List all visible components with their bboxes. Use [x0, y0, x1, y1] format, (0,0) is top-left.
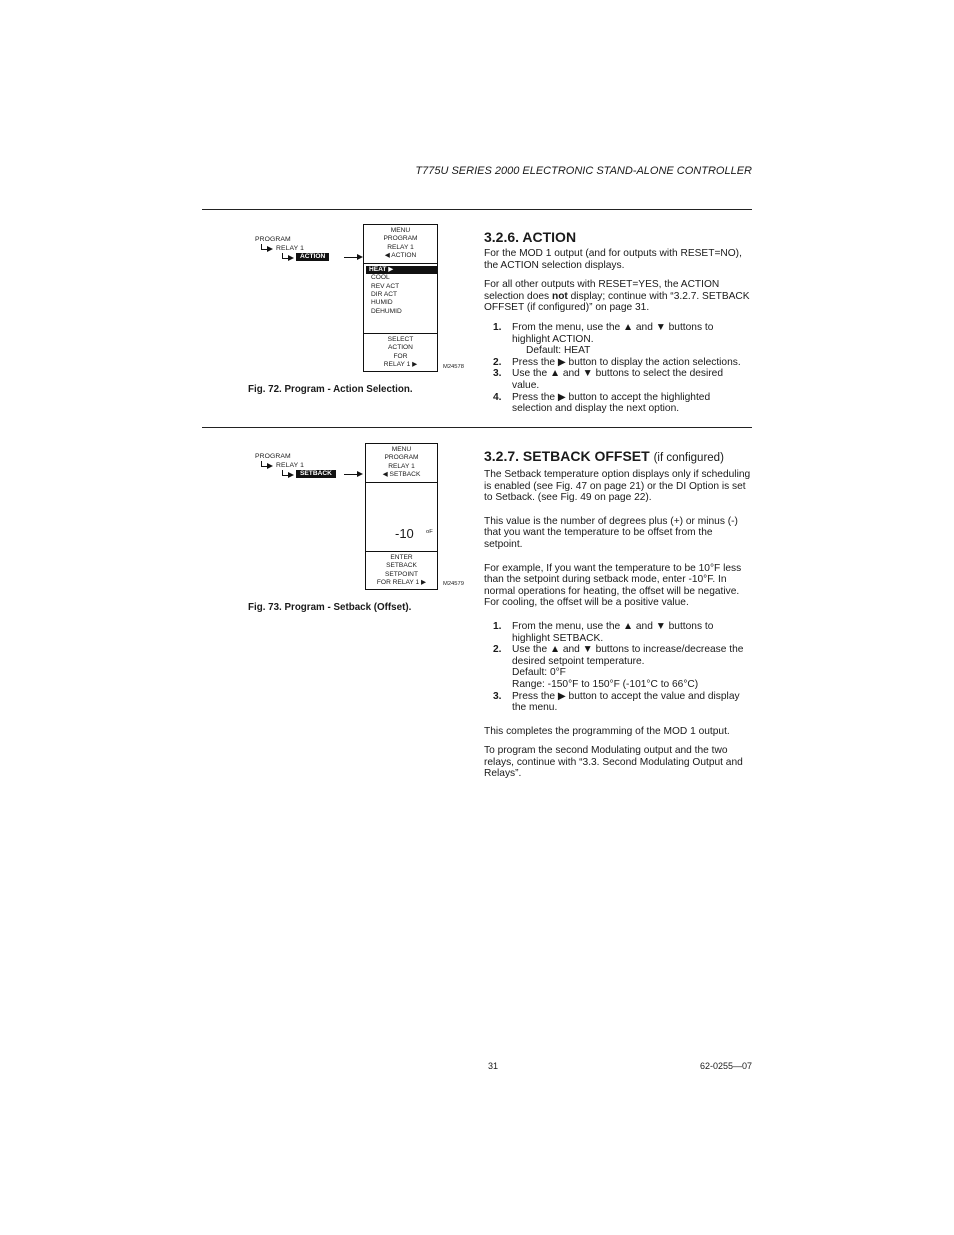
paragraph [484, 279, 752, 314]
figure-code: M24578 [443, 364, 464, 370]
step-number: 3. [493, 690, 502, 702]
option-dehumid: DEHUMID [371, 307, 402, 315]
step-number: 1. [493, 321, 502, 333]
screen-line: PROGRAM [383, 235, 418, 243]
arrow-head-icon [267, 246, 273, 252]
paragraph: The Setback temperature option displays only if scheduling is enabled (see Fig. 47 on page 21) or the DI Option is set to Setback. (see Fig. 49 on page 22). [484, 469, 751, 504]
section-setback [484, 448, 752, 788]
nav-program-label: PROGRAM [255, 453, 291, 460]
step-number: 1. [493, 620, 502, 632]
screen-header [366, 444, 437, 479]
paragraph: To program the second Modulating output and the two relays, continue with “3.3. Second Modulating Output and Relays”. [484, 745, 743, 780]
arrow-head-icon [267, 463, 273, 469]
step-text: From the menu, use the ▲ and ▼ buttons to highlight ACTION. [512, 321, 714, 345]
section-divider [202, 427, 752, 428]
screen-line: ACTION [388, 344, 413, 352]
paragraph: For example, If you want the temperature to be 10°F less than the setpoint during setback mode, enter -10°F. In normal operations for heating, the offset will be negative. For cooling, the offset will be a positive value. [484, 562, 742, 609]
step-list [484, 621, 752, 714]
step-item [484, 368, 752, 391]
step-item [484, 392, 752, 415]
step-item [484, 644, 752, 690]
option-heat-selected: HEAT ▶ [366, 266, 437, 274]
step-list [484, 322, 752, 415]
text-run: For all other outputs with RESET=YES, the ACTION selection does [484, 279, 720, 302]
nav-relay-label: RELAY 1 [276, 462, 305, 469]
paragraph: This value is the number of degrees plus (+) or minus (-) that you want the temperature to be offset from the setpoint. [484, 515, 738, 550]
title-subtext: (if configured) [653, 452, 724, 464]
screen-divider [366, 551, 437, 552]
option-humid: HUMID [371, 299, 393, 307]
nav-program-label: PROGRAM [255, 236, 291, 243]
section-action [484, 229, 752, 423]
connector-line [344, 474, 358, 475]
nav-highlight-setback: SETBACK [296, 470, 336, 478]
screen-line: SETPOINT [385, 570, 418, 578]
screen-line: SETBACK [386, 562, 417, 570]
option-rev-act: REV ACT [371, 282, 400, 290]
unit-label: oF [426, 529, 433, 535]
section-title: 3.2.6. ACTION [484, 229, 577, 245]
figure-caption: Fig. 73. Program - Setback (Offset). [248, 602, 412, 613]
step-number: 4. [493, 391, 502, 403]
screen-line: ENTER [390, 554, 413, 561]
page-number: 31 [488, 1061, 499, 1071]
step-note: Range: -150°F to 150°F (-101°C to 66°C) [512, 678, 699, 690]
screen-divider [366, 482, 437, 483]
option-dir-act: DIR ACT [371, 291, 398, 299]
nav-relay-label: RELAY 1 [276, 245, 305, 252]
document-number: 62-0255—07 [699, 1061, 752, 1071]
screen-line: ◀ ACTION [384, 251, 417, 259]
nav-highlight-action: ACTION [296, 253, 329, 261]
step-text: From the menu, use the ▲ and ▼ buttons to highlight SETBACK. [512, 620, 714, 644]
setback-value: -10 [395, 526, 414, 541]
screen-line: RELAY 1 ▶ [383, 360, 418, 368]
step-item [484, 621, 752, 644]
screen-footer [364, 336, 437, 369]
screen-line: FOR [393, 352, 408, 360]
title-text: 3.2.7. SETBACK OFFSET [484, 448, 650, 464]
screen-line: MENU [391, 446, 412, 453]
step-text: Press the ▶ button to accept the highlighted selection and display the next option. [512, 391, 711, 415]
screen-line: ◀ SETBACK [382, 470, 421, 478]
step-text: Press the ▶ button to accept the value and display the menu. [512, 690, 740, 714]
connector-line [344, 257, 358, 258]
step-number: 2. [493, 644, 502, 656]
paragraph: For the MOD 1 output (and for outputs with RESET=NO), the ACTION selection displays. [484, 248, 742, 271]
step-item [484, 322, 752, 357]
step-text: Use the ▲ and ▼ buttons to select the desired value. [512, 368, 724, 391]
screen-line: FOR RELAY 1 ▶ [376, 578, 427, 586]
paragraph: This completes the programming of the MOD 1 output. [484, 725, 730, 737]
lcd-screen-action [363, 224, 438, 372]
step-number: 3. [493, 368, 502, 380]
text-run: display; continue with “3.2.7. SETBACK OFFSET (if configured)” on page 31. [484, 290, 750, 314]
step-text: Use the ▲ and ▼ buttons to increase/decrease the desired setpoint temperature. [512, 644, 744, 667]
screen-line: SELECT [387, 336, 414, 343]
arrow-head-icon [288, 255, 294, 261]
screen-header [364, 225, 437, 260]
arrow-head-icon [357, 471, 363, 477]
screen-line: RELAY 1 [387, 243, 414, 251]
arrow-head-icon [288, 472, 294, 478]
step-note: Default: 0°F [512, 667, 566, 679]
step-text: Press the ▶ button to display the action selections. [512, 356, 741, 368]
figure-caption: Fig. 72. Program - Action Selection. [248, 384, 413, 395]
section-divider [202, 209, 752, 210]
bold-text: not [551, 290, 568, 302]
screen-line: RELAY 1 [388, 462, 415, 470]
step-item [484, 691, 752, 714]
option-list [364, 264, 437, 316]
running-header: T775U SERIES 2000 ELECTRONIC STAND-ALONE CONTROLLER [415, 165, 752, 177]
step-number: 2. [493, 356, 502, 368]
step-item [484, 357, 752, 369]
figure-code: M24579 [443, 581, 464, 587]
section-title [484, 448, 752, 466]
screen-divider [364, 333, 437, 334]
screen-line: PROGRAM [384, 454, 419, 462]
step-note: Default: HEAT [526, 345, 591, 357]
option-cool: COOL [371, 274, 390, 282]
lcd-screen-setback [365, 443, 438, 590]
screen-footer [366, 554, 437, 587]
screen-line: MENU [390, 227, 411, 234]
